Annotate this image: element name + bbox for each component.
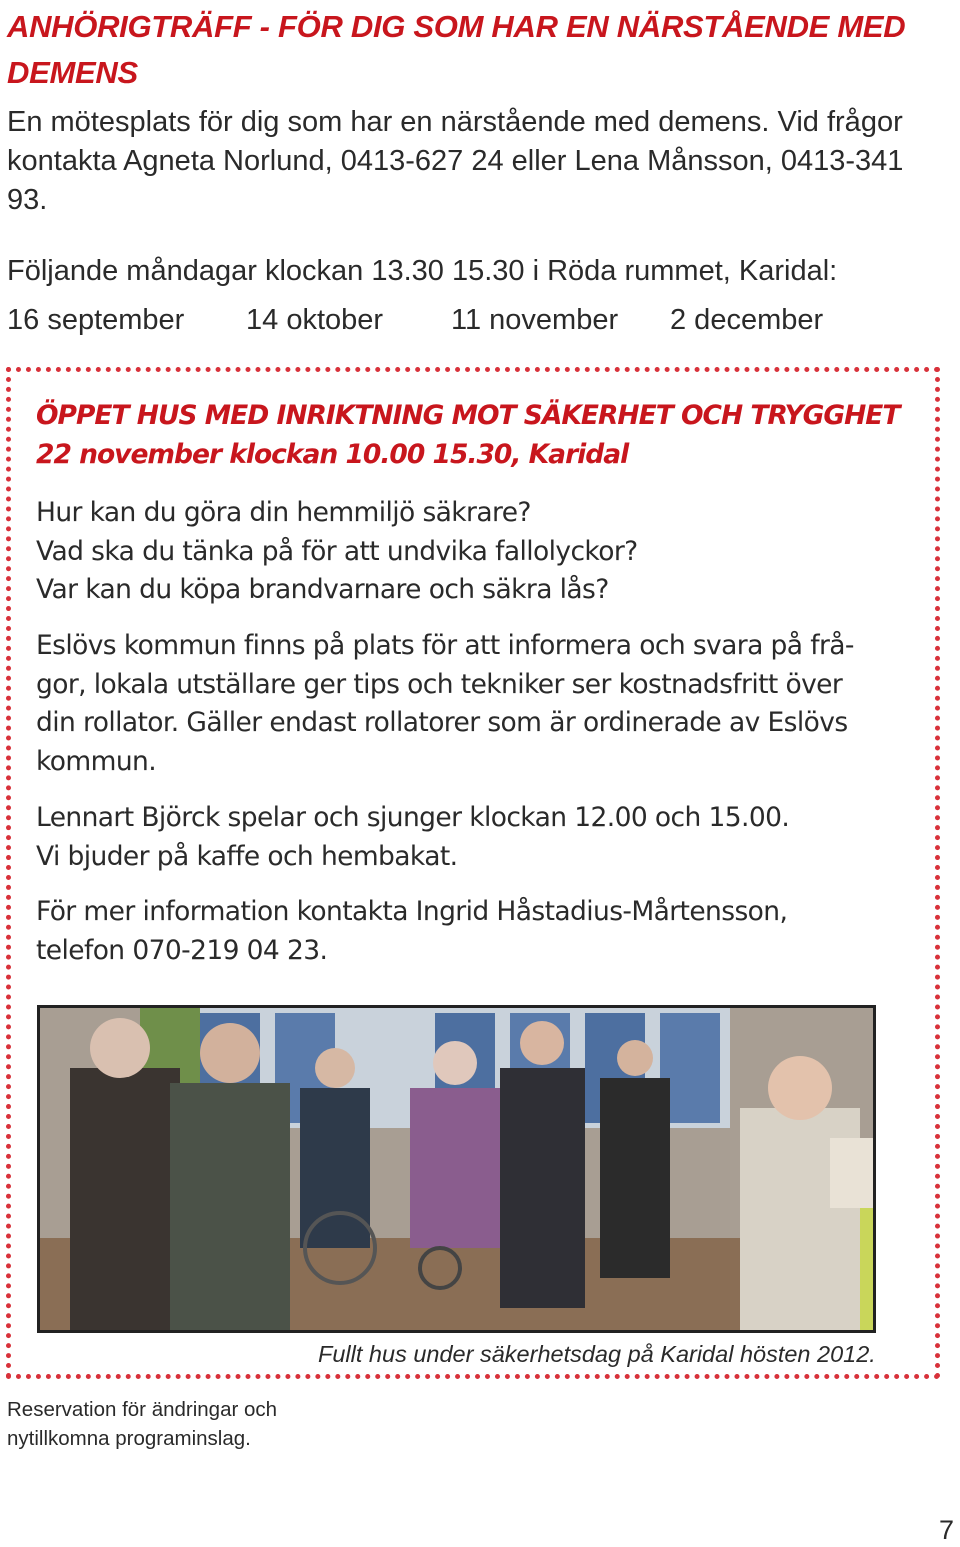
oppet-hus-questions	[36, 494, 916, 610]
anhorig-title: ANHÖRIGTRÄFF - FÖR DIG SOM HAR EN NÄRSTÅENDE MED DEMENS	[7, 9, 906, 90]
info-line: kommun.	[36, 745, 157, 777]
anhorig-intro: En mötesplats för dig som har en närstående med demens. Vid frågor kontakta Agneta Norlund, 0413-627 24 eller Lena Månsson, 0413-341 93.	[7, 106, 904, 216]
crowd-photo-illustration	[40, 1008, 873, 1330]
date-item: 11 november	[451, 304, 619, 336]
date-item: 16 september	[7, 304, 185, 336]
oppet-hus-title-line: ÖPPET HUS MED INRIKTNING MOT SÄKERHET OCH TRYGGHET	[36, 400, 900, 431]
photo-caption: Fullt hus under säkerhetsdag på Karidal hösten 2012.	[318, 1341, 876, 1367]
oppet-hus-contact	[36, 893, 916, 970]
music-line: Vi bjuder på kaffe och hembakat.	[36, 840, 458, 872]
info-line: Eslövs kommun finns på plats för att informera och svara på frå-	[36, 630, 854, 661]
anhorig-dates	[7, 301, 947, 341]
reservation-line: Reservation för ändringar och	[7, 1398, 278, 1421]
reservation-note	[7, 1395, 327, 1453]
question-line: Var kan du köpa brandvarnare och säkra lås?	[36, 574, 609, 605]
date-item: 14 oktober	[246, 304, 384, 336]
contact-line: För mer information kontakta Ingrid Håstadius-Mårtensson,	[36, 896, 788, 927]
info-line: din rollator. Gäller endast rollatorer som är ordinerade av Eslövs	[36, 707, 848, 738]
oppet-hus-date-line: 22 november klockan 10.00 15.30, Karidal	[36, 439, 629, 470]
page-number: 7	[938, 1515, 954, 1545]
reservation-line: nytillkomna programinslag.	[7, 1427, 251, 1450]
info-line: gor, lokala utställare ger tips och tekniker ser kostnadsfritt över	[36, 668, 843, 700]
contact-line: telefon 070-219 04 23.	[36, 934, 328, 966]
music-line: Lennart Björck spelar och sjunger klockan 12.00 och 15.00.	[36, 802, 790, 833]
question-line: Vad ska du tänka på för att undvika fallolyckor?	[36, 535, 638, 567]
oppet-hus-music	[36, 799, 916, 876]
date-item: 2 december	[670, 304, 824, 336]
question-line: Hur kan du göra din hemmiljö säkrare?	[36, 497, 531, 528]
anhorig-schedule: Följande måndagar klockan 13.30 15.30 i Röda rummet, Karidal:	[7, 255, 838, 287]
oppet-hus-info	[36, 627, 916, 781]
event-photo	[37, 1005, 876, 1333]
oppet-hus-title	[36, 396, 916, 474]
